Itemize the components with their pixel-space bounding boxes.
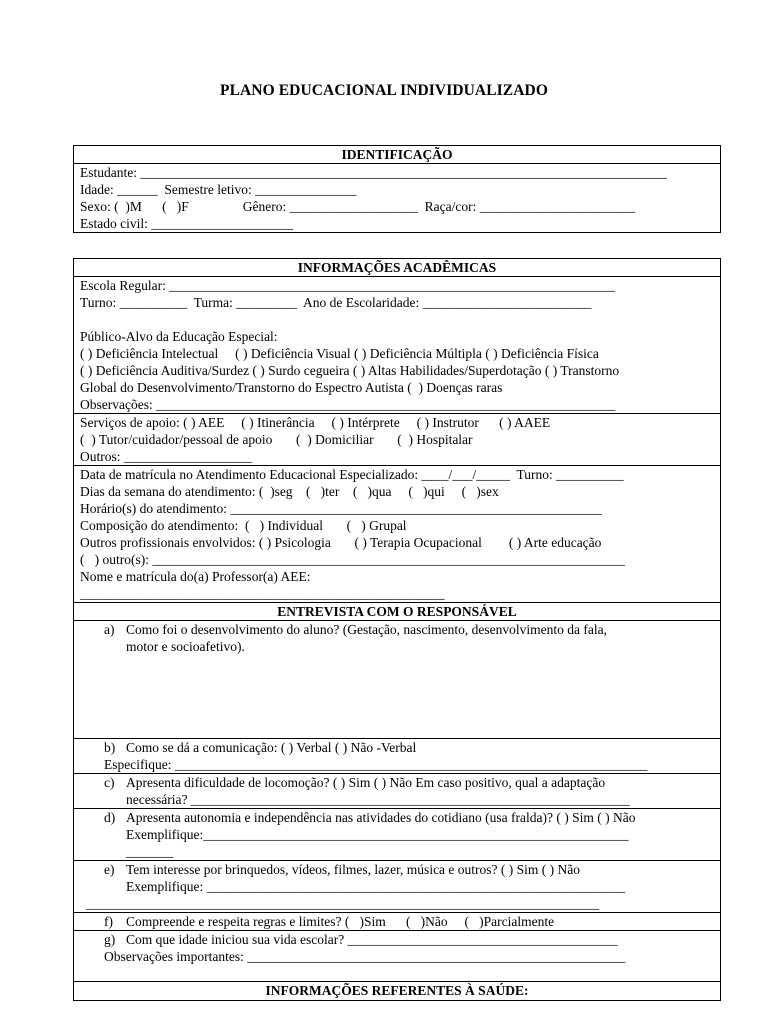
question-d-line-3[interactable]: _______ <box>126 844 174 859</box>
estudante-field[interactable]: Estudante: ______________________________________________________________________________ <box>80 165 667 180</box>
saude-header: INFORMAÇÕES REFERENTES À SAÚDE: <box>265 983 529 998</box>
academicas-header: INFORMAÇÕES ACADÊMICAS <box>74 259 720 277</box>
question-b <box>74 739 720 774</box>
question-a-line-2: motor e socioafetivo). <box>126 639 245 654</box>
estado-civil-field[interactable]: Estado civil: _____________________ <box>80 216 293 231</box>
academicas-section <box>73 258 721 1001</box>
blank-line <box>80 311 714 328</box>
question-e-line-3[interactable]: ____________________________________________________________________________ <box>86 896 599 911</box>
question-a[interactable] <box>74 621 720 739</box>
page-title: PLANO EDUCACIONAL INDIVIDUALIZADO <box>220 82 548 99</box>
question-d-line-1[interactable]: d) Apresenta autonomia e independência nas atividades do cotidiano (usa fralda)? ( ) Sim ( ) Não <box>104 810 636 825</box>
observacoes-importantes-field[interactable]: Observações importantes: ________________________________________________________ <box>104 949 626 964</box>
question-b-number: b) <box>104 740 116 755</box>
publico-alvo-label: Público-Alvo da Educação Especial: <box>80 329 278 344</box>
question-d-line-2[interactable]: Exemplifique:_______________________________________________________________ <box>126 827 629 842</box>
publico-alvo-options-1[interactable]: ( ) Deficiência Intelectual ( ) Deficiência Visual ( ) Deficiência Múltipla ( ) Deficiência Física <box>80 346 599 361</box>
observacoes-field[interactable]: Observações: ____________________________________________________________________ <box>80 397 616 412</box>
question-c-number: c) <box>104 775 115 790</box>
identificacao-header: IDENTIFICAÇÃO <box>74 146 720 164</box>
escola-publico-alvo-block <box>74 277 720 414</box>
professor-aee-field[interactable]: ______________________________________________________ <box>80 586 445 601</box>
escola-regular-field[interactable]: Escola Regular: __________________________________________________________________ <box>80 278 615 293</box>
outros-profissionais-options[interactable]: Outros profissionais envolvidos: ( ) Psicologia ( ) Terapia Ocupacional ( ) Arte educação <box>80 535 602 550</box>
data-matricula-field[interactable]: Data de matrícula no Atendimento Educacional Especializado: ____/___/_____ Turno: __________ <box>80 467 624 482</box>
question-e <box>74 861 720 913</box>
outros-field[interactable]: Outros: ___________________ <box>80 449 253 464</box>
outros-profissionais-field[interactable]: ( ) outro(s): ______________________________________________________________________ <box>80 552 625 567</box>
servicos-apoio-options-1[interactable]: Serviços de apoio: ( ) AEE ( ) Itinerância ( ) Intérprete ( ) Instrutor ( ) AAEE <box>80 415 551 430</box>
servicos-apoio-block <box>74 414 720 466</box>
servicos-apoio-options-2[interactable]: ( ) Tutor/cuidador/pessoal de apoio ( ) Domiciliar ( ) Hospitalar <box>80 432 473 447</box>
question-d <box>74 809 720 861</box>
question-c <box>74 774 720 809</box>
question-g <box>74 931 720 982</box>
question-c-line-1[interactable]: c) Apresenta dificuldade de locomoção? ( ) Sim ( ) Não Em caso positivo, qual a adaptação <box>104 775 606 790</box>
question-f-line-1[interactable]: f) Compreende e respeita regras e limites? ( )Sim ( )Não ( )Parcialmente <box>104 914 555 929</box>
question-f <box>74 913 720 931</box>
question-e-line-2[interactable]: Exemplifique: ______________________________________________________________ <box>126 879 626 894</box>
sexo-genero-raca-field[interactable]: Sexo: ( )M ( )F Gênero: ___________________ Raça/cor: _______________________ <box>80 199 635 214</box>
publico-alvo-options-3[interactable]: Global do Desenvolvimento/Transtorno do Espectro Autista ( ) Doenças raras <box>80 380 503 395</box>
identificacao-section <box>73 145 721 233</box>
question-f-number: f) <box>104 914 113 929</box>
entrevista-header: ENTREVISTA COM O RESPONSÁVEL <box>74 603 720 621</box>
publico-alvo-options-2[interactable]: ( ) Deficiência Auditiva/Surdez ( ) Surdo cegueira ( ) Altas Habilidades/Superdotação ( ) Transtorno <box>80 363 620 378</box>
professor-aee-label: Nome e matrícula do(a) Professor(a) AEE: <box>80 569 311 584</box>
especifique-field[interactable]: Especifique: ______________________________________________________________________ <box>104 757 648 772</box>
question-e-number: e) <box>104 862 115 877</box>
question-g-line-1[interactable]: g) Com que idade iniciou sua vida escolar? ________________________________________ <box>104 932 618 947</box>
horario-field[interactable]: Horário(s) do atendimento: _______________________________________________________ <box>80 501 602 516</box>
question-e-line-1[interactable]: e) Tem interesse por brinquedos, vídeos, filmes, lazer, música e outros? ( ) Sim ( ) Não <box>104 862 581 877</box>
question-c-line-2[interactable]: necessária? _________________________________________________________________ <box>126 792 630 807</box>
dias-semana-options[interactable]: Dias da semana do atendimento: ( )seg ( )ter ( )qua ( )qui ( )sex <box>80 484 499 499</box>
composicao-options[interactable]: Composição do atendimento: ( ) Individual ( ) Grupal <box>80 518 407 533</box>
question-d-number: d) <box>104 810 116 825</box>
turno-turma-ano-field[interactable]: Turno: __________ Turma: _________ Ano de Escolaridade: _________________________ <box>80 295 592 310</box>
question-a-line-1: a) Como foi o desenvolvimento do aluno? (Gestação, nascimento, desenvolvimento da fala, <box>104 622 607 637</box>
question-a-number: a) <box>104 622 115 637</box>
question-b-line-1[interactable]: b) Como se dá a comunicação: ( ) Verbal ( ) Não -Verbal <box>104 740 417 755</box>
idade-semestre-field[interactable]: Idade: ______ Semestre letivo: _______________ <box>80 182 357 197</box>
identificacao-fields <box>74 164 720 232</box>
atendimento-block <box>74 466 720 603</box>
question-g-number: g) <box>104 932 116 947</box>
